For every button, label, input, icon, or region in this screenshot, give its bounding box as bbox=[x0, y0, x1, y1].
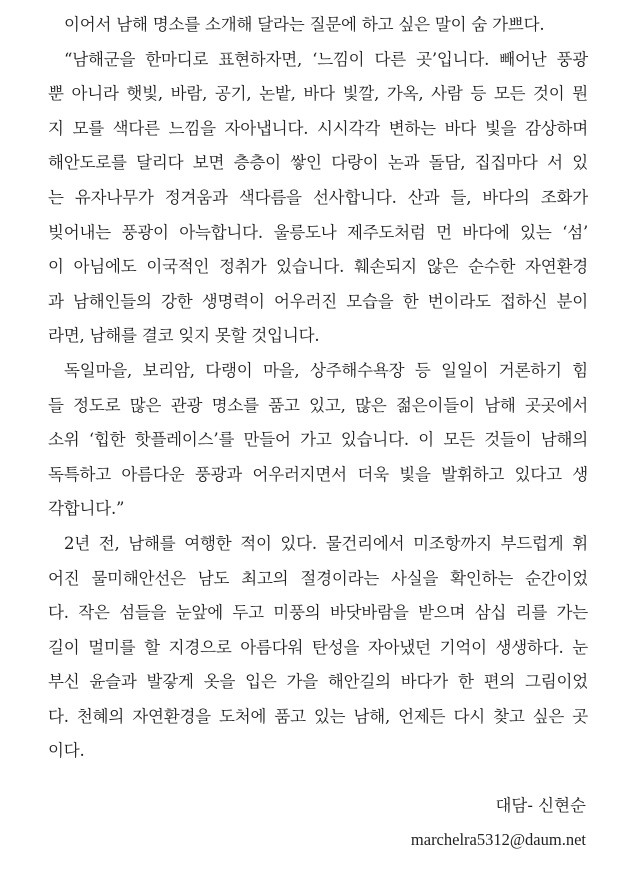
paragraph bbox=[48, 43, 588, 354]
interviewer-byline: 대담- 신현순 bbox=[495, 796, 586, 815]
text-line: 빚어내는 풍광이 아늑합니다. 울릉도나 제주도처럼 먼 바다에 있는 ‘섬’ bbox=[48, 222, 588, 242]
text-line: 는 유자나무가 정겨움과 색다름을 선사합니다. 산과 들, 바다의 조화가 bbox=[48, 187, 588, 207]
text-line: 다. 작은 섬들을 눈앞에 두고 미풍의 바닷바람을 받으며 삼십 리를 가는 bbox=[48, 603, 588, 623]
text-line: 이 아님에도 이국적인 정취가 있습니다. 훼손되지 않은 순수한 자연환경 bbox=[48, 257, 588, 277]
text-line: 이다. bbox=[48, 741, 85, 761]
text-line: 독일마을, 보리암, 다랭이 마을, 상주해수욕장 등 일일이 거론하기 힘 bbox=[64, 360, 588, 380]
paragraph bbox=[48, 354, 588, 527]
text-line: 소위 ‘힙한 핫플레이스’를 만들어 가고 있습니다. 이 모든 것들이 남해의 bbox=[48, 430, 588, 450]
text-line: 독특하고 아름다운 풍광과 어우러지면서 더욱 빛을 발휘하고 있다고 생 bbox=[48, 464, 588, 484]
text-line: 다. 천혜의 자연환경을 도처에 품고 있는 남해, 언제든 다시 찾고 싶은 곳 bbox=[48, 706, 588, 726]
text-line: 해안도로를 달리다 보면 층층이 쌓인 다랑이 논과 돌담, 집집마다 서 있 bbox=[48, 153, 588, 173]
text-line: 2년 전, 남해를 여행한 적이 있다. 물건리에서 미조항까지 부드럽게 휘 bbox=[64, 533, 588, 553]
text-line: 각합니다.” bbox=[48, 499, 125, 519]
text-line: 지 모를 색다른 느낌을 자아냅니다. 시시각각 변하는 바다 빛을 감상하며 bbox=[48, 118, 588, 138]
paragraph bbox=[48, 8, 588, 43]
paragraph bbox=[48, 527, 588, 769]
text-line: 어진 물미해안선은 남도 최고의 절경이라는 사실을 확인하는 순간이었 bbox=[48, 568, 588, 588]
text-line: 들 정도로 많은 관광 명소를 품고 있고, 많은 젊은이들이 남해 곳곳에서 bbox=[48, 395, 588, 415]
author-email: marchelra5312@daum.net bbox=[410, 830, 586, 849]
text-line: 길이 멀미를 할 지경으로 아름다워 탄성을 자아냈던 기억이 생생하다. 눈 bbox=[48, 637, 588, 657]
text-line: “남해군을 한마디로 표현하자면, ‘느낌이 다른 곳’입니다. 빼어난 풍광 bbox=[64, 49, 588, 69]
text-line: 뿐 아니라 햇빛, 바람, 공기, 논밭, 바다 빛깔, 가옥, 사람 등 모든 것이 뭔 bbox=[48, 84, 588, 104]
text-line: 이어서 남해 명소를 소개해 달라는 질문에 하고 싶은 말이 숨 가쁘다. bbox=[64, 15, 545, 34]
text-line: 과 남해인들의 강한 생명력이 어우러진 모습을 한 번이라도 접하신 분이 bbox=[48, 291, 588, 311]
text-line: 부신 윤슬과 발갛게 옷을 입은 가을 해안길의 바다가 한 편의 그림이었 bbox=[48, 672, 588, 692]
article-body bbox=[48, 8, 588, 769]
text-line: 라면, 남해를 결코 잊지 못할 것입니다. bbox=[48, 326, 320, 346]
